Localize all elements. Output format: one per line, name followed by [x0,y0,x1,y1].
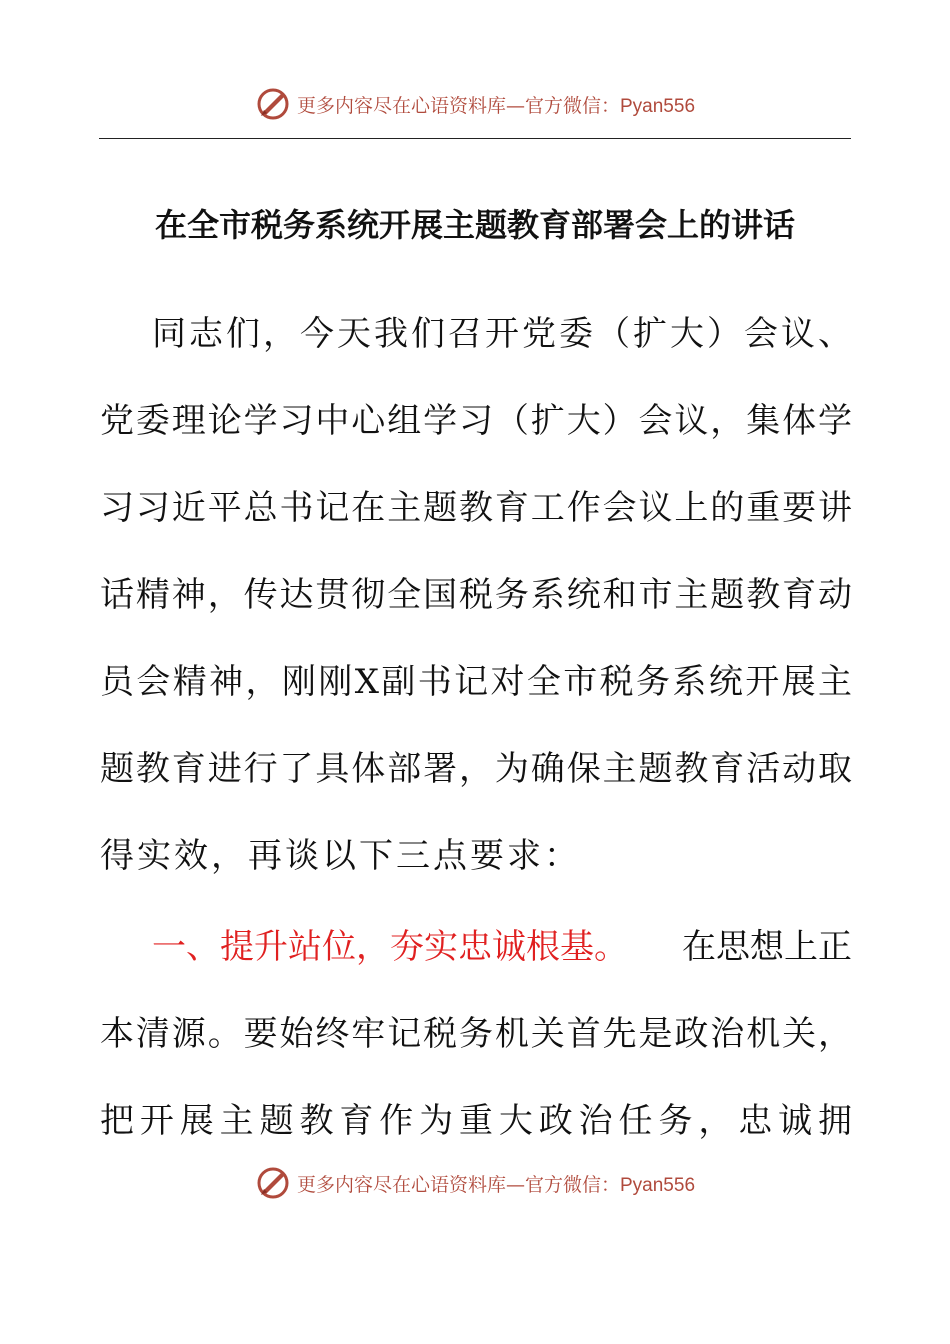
paragraph-line: 习习近平总书记在主题教育工作会议上的重要讲 [100,488,852,528]
paragraph-line: 得实效，再谈以下三点要求： [100,836,581,876]
watermark-text: 更多内容尽在心语资料库—官方微信：Pyan556 [296,1173,696,1196]
section-heading-line [152,925,852,969]
pen-logo-icon [255,1165,291,1201]
paragraph-line: 本清源。要始终牢记税务机关首先是政治机关， [100,1014,852,1054]
paragraph-line: 话精神，传达贯彻全国税务系统和市主题教育动 [100,575,852,615]
section-heading: 一、提升站位，夯实忠诚根基。 [152,927,628,967]
paragraph-line: 题教育进行了具体部署，为确保主题教育活动取 [100,749,852,789]
paragraph-line: 员会精神，刚刚X副书记对全市税务系统开展主 [100,662,852,702]
header-divider [99,138,851,139]
document-title: 在全市税务系统开展主题教育部署会上的讲话 [154,206,795,244]
footer-watermark [0,1163,950,1203]
paragraph-line: 党委理论学习中心组学习（扩大）会议，集体学 [100,401,852,441]
pen-logo-icon [255,86,291,122]
paragraph-line: 同志们，今天我们召开党委（扩大）会议、 [152,314,852,354]
paragraph-line: 把开展主题教育作为重大政治任务，忠诚拥 [100,1101,852,1141]
watermark-text: 更多内容尽在心语资料库—官方微信：Pyan556 [296,94,696,117]
header-watermark [0,84,950,124]
section-heading-tail: 在思想上正 [682,927,852,967]
